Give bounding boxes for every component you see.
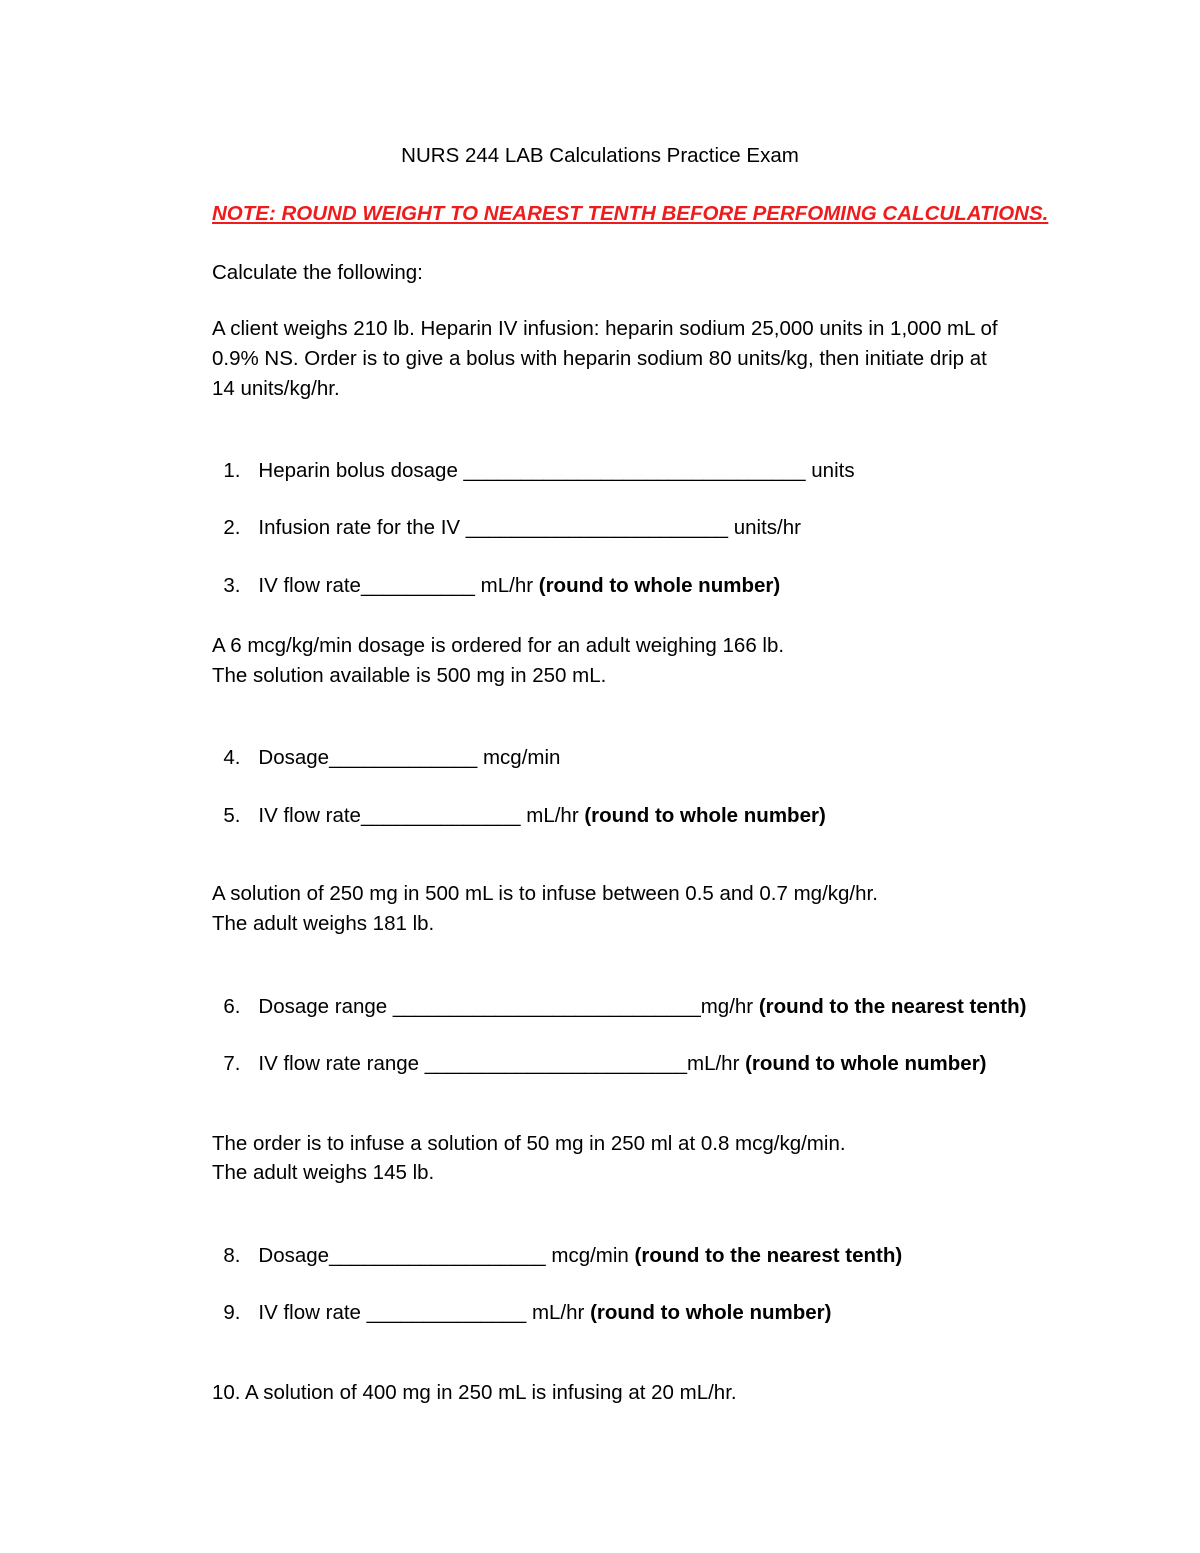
scenario-1-line-2: 0.9% NS. Order is to give a bolus with heparin sodium 80 units/kg, then initiate drip at — [212, 347, 987, 370]
question-7 — [212, 1025, 987, 1077]
question-6 — [212, 968, 1026, 1020]
question-text: Dosage___________________ mcg/min — [258, 1244, 635, 1267]
scenario-2-line-2: The solution available is 500 mg in 250 mL. — [212, 664, 607, 687]
rounding-note: NOTE: ROUND WEIGHT TO NEAREST TENTH BEFORE PERFOMING CALCULATIONS. — [212, 202, 1049, 225]
instructions: Calculate the following: — [212, 261, 423, 284]
question-number: 4. — [223, 746, 241, 769]
question-number: 2. — [223, 516, 241, 539]
scenario-3-line-1: A solution of 250 mg in 500 mL is to infuse between 0.5 and 0.7 mg/kg/hr. — [212, 882, 878, 905]
question-8 — [212, 1217, 902, 1269]
question-text: Dosage_____________ mcg/min — [258, 746, 561, 769]
question-number: 3. — [223, 574, 241, 597]
question-2 — [212, 489, 801, 541]
page-title: NURS 244 LAB Calculations Practice Exam — [401, 144, 799, 167]
question-text: Dosage range ___________________________mg/hr — [258, 995, 759, 1018]
question-1 — [212, 432, 855, 484]
question-text: IV flow rate range _______________________mL/hr — [258, 1052, 746, 1075]
rounding-hint: (round to whole number) — [538, 574, 781, 597]
question-number: 8. — [223, 1244, 241, 1267]
scenario-4-line-1: The order is to infuse a solution of 50 mg in 250 ml at 0.8 mcg/kg/min. — [212, 1132, 846, 1155]
question-text: Infusion rate for the IV _______________________ units/hr — [258, 516, 801, 539]
question-text: IV flow rate ______________ mL/hr — [258, 1301, 591, 1324]
question-10: 10. A solution of 400 mg in 250 mL is infusing at 20 mL/hr. — [212, 1381, 737, 1404]
question-9 — [212, 1274, 831, 1326]
question-number: 7. — [223, 1052, 241, 1075]
rounding-hint: (round to the nearest tenth) — [758, 995, 1027, 1018]
question-text: Heparin bolus dosage ______________________________ units — [258, 459, 855, 482]
question-number: 5. — [223, 804, 241, 827]
scenario-2-line-1: A 6 mcg/kg/min dosage is ordered for an adult weighing 166 lb. — [212, 634, 785, 657]
scenario-3-line-2: The adult weighs 181 lb. — [212, 912, 435, 935]
question-text: IV flow rate__________ mL/hr — [258, 574, 539, 597]
question-number: 9. — [223, 1301, 241, 1324]
scenario-1-line-3: 14 units/kg/hr. — [212, 377, 340, 400]
question-5 — [212, 777, 826, 829]
rounding-hint: (round to whole number) — [584, 804, 826, 827]
rounding-hint: (round to the nearest tenth) — [634, 1244, 903, 1267]
question-text: IV flow rate______________ mL/hr — [258, 804, 585, 827]
question-4 — [212, 719, 560, 771]
question-3 — [212, 547, 780, 599]
question-number: 1. — [223, 459, 241, 482]
scenario-1-line-1: A client weighs 210 lb. Heparin IV infusion: heparin sodium 25,000 units in 1,000 mL of — [212, 317, 998, 340]
rounding-hint: (round to whole number) — [590, 1301, 832, 1324]
question-number: 6. — [223, 995, 241, 1018]
scenario-4-line-2: The adult weighs 145 lb. — [212, 1161, 435, 1184]
rounding-hint: (round to whole number) — [745, 1052, 987, 1075]
